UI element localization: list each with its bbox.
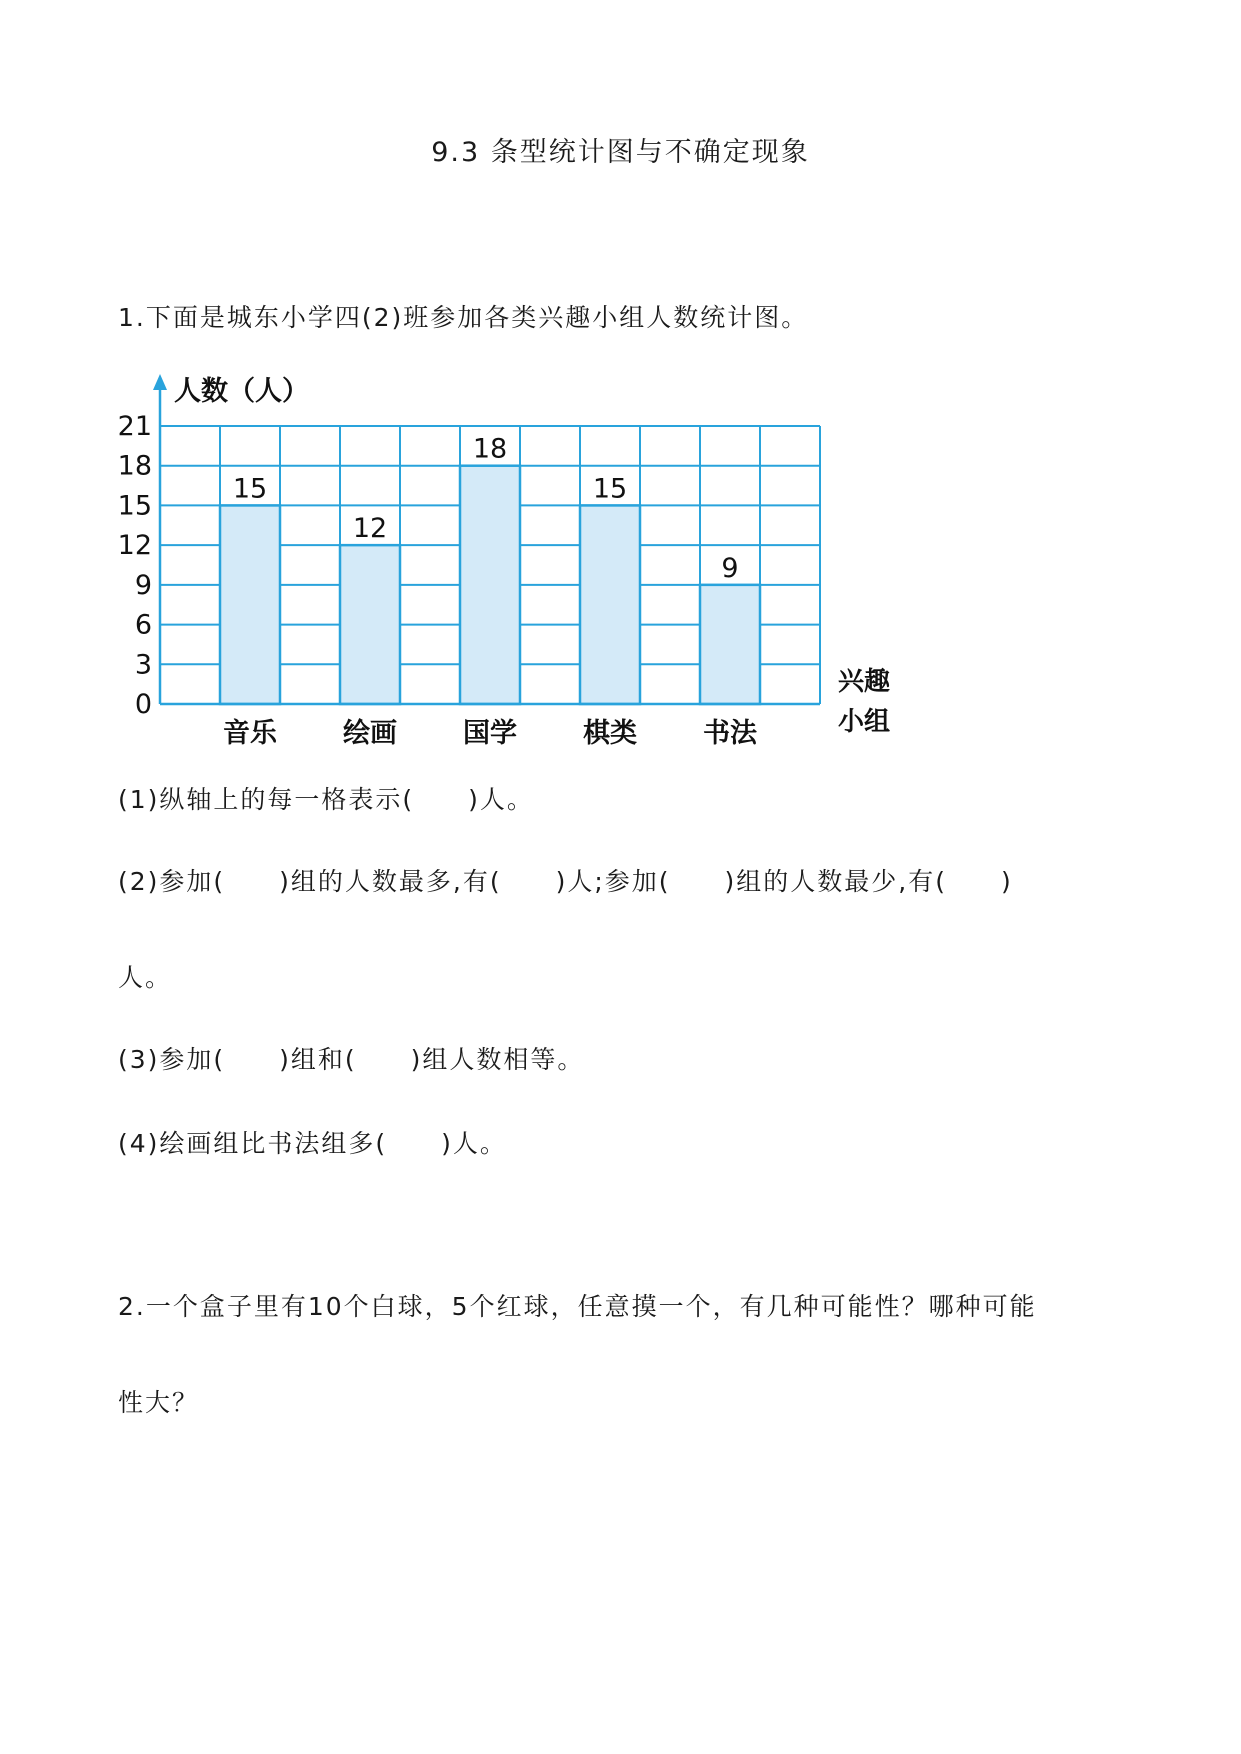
y-tick-label: 15 bbox=[117, 490, 152, 522]
question-2-line-2: 性大？ bbox=[118, 1388, 200, 1417]
bar-value-label: 15 bbox=[592, 473, 628, 505]
category-label: 国学 bbox=[463, 718, 517, 749]
y-tick-label: 6 bbox=[134, 609, 152, 641]
y-axis-arrow-icon bbox=[153, 374, 167, 390]
x-axis-title: 兴趣 bbox=[838, 667, 891, 697]
y-tick-label: 21 bbox=[117, 411, 152, 442]
y-axis-title: 人数（人） bbox=[174, 376, 309, 407]
bar-value-label: 12 bbox=[352, 513, 388, 545]
category-label: 棋类 bbox=[583, 718, 637, 749]
bar-value-label: 18 bbox=[472, 433, 508, 465]
bar-chart bbox=[100, 360, 920, 760]
question-1-sub-2-cont: 人。 bbox=[118, 963, 173, 992]
y-tick-label: 3 bbox=[134, 649, 152, 681]
question-1-sub-1: (1)纵轴上的每一格表示( )人。 bbox=[118, 785, 534, 814]
bar-2 bbox=[340, 545, 400, 704]
page-title: 9.3 条型统计图与不确定现象 bbox=[431, 137, 810, 168]
y-tick-label: 18 bbox=[117, 450, 152, 482]
bar-value-label: 9 bbox=[721, 552, 739, 584]
bar-3 bbox=[460, 466, 520, 704]
bar-4 bbox=[580, 505, 640, 704]
question-1-sub-2: (2)参加( )组的人数最多,有( )人;参加( )组的人数最少,有( ) bbox=[118, 867, 1013, 896]
x-axis-title-line-2: 小组 bbox=[838, 707, 891, 737]
question-1-sub-4: (4)绘画组比书法组多( )人。 bbox=[118, 1129, 507, 1158]
question-1-intro: 1.下面是城东小学四(2)班参加各类兴趣小组人数统计图。 bbox=[118, 303, 809, 332]
question-1-sub-3: (3)参加( )组和( )组人数相等。 bbox=[118, 1045, 585, 1074]
y-tick-label: 12 bbox=[117, 530, 152, 562]
bar-5 bbox=[700, 585, 760, 704]
bar-value-label: 15 bbox=[232, 473, 268, 505]
y-tick-label: 9 bbox=[134, 569, 152, 601]
category-label: 音乐 bbox=[223, 718, 277, 749]
question-2-line-1: 2.一个盒子里有10个白球，5个红球，任意摸一个，有几种可能性？哪种可能 bbox=[118, 1292, 1037, 1321]
bar-1 bbox=[220, 505, 280, 704]
y-tick-label: 0 bbox=[134, 689, 152, 720]
category-label: 绘画 bbox=[343, 718, 397, 749]
category-label: 书法 bbox=[703, 718, 757, 749]
